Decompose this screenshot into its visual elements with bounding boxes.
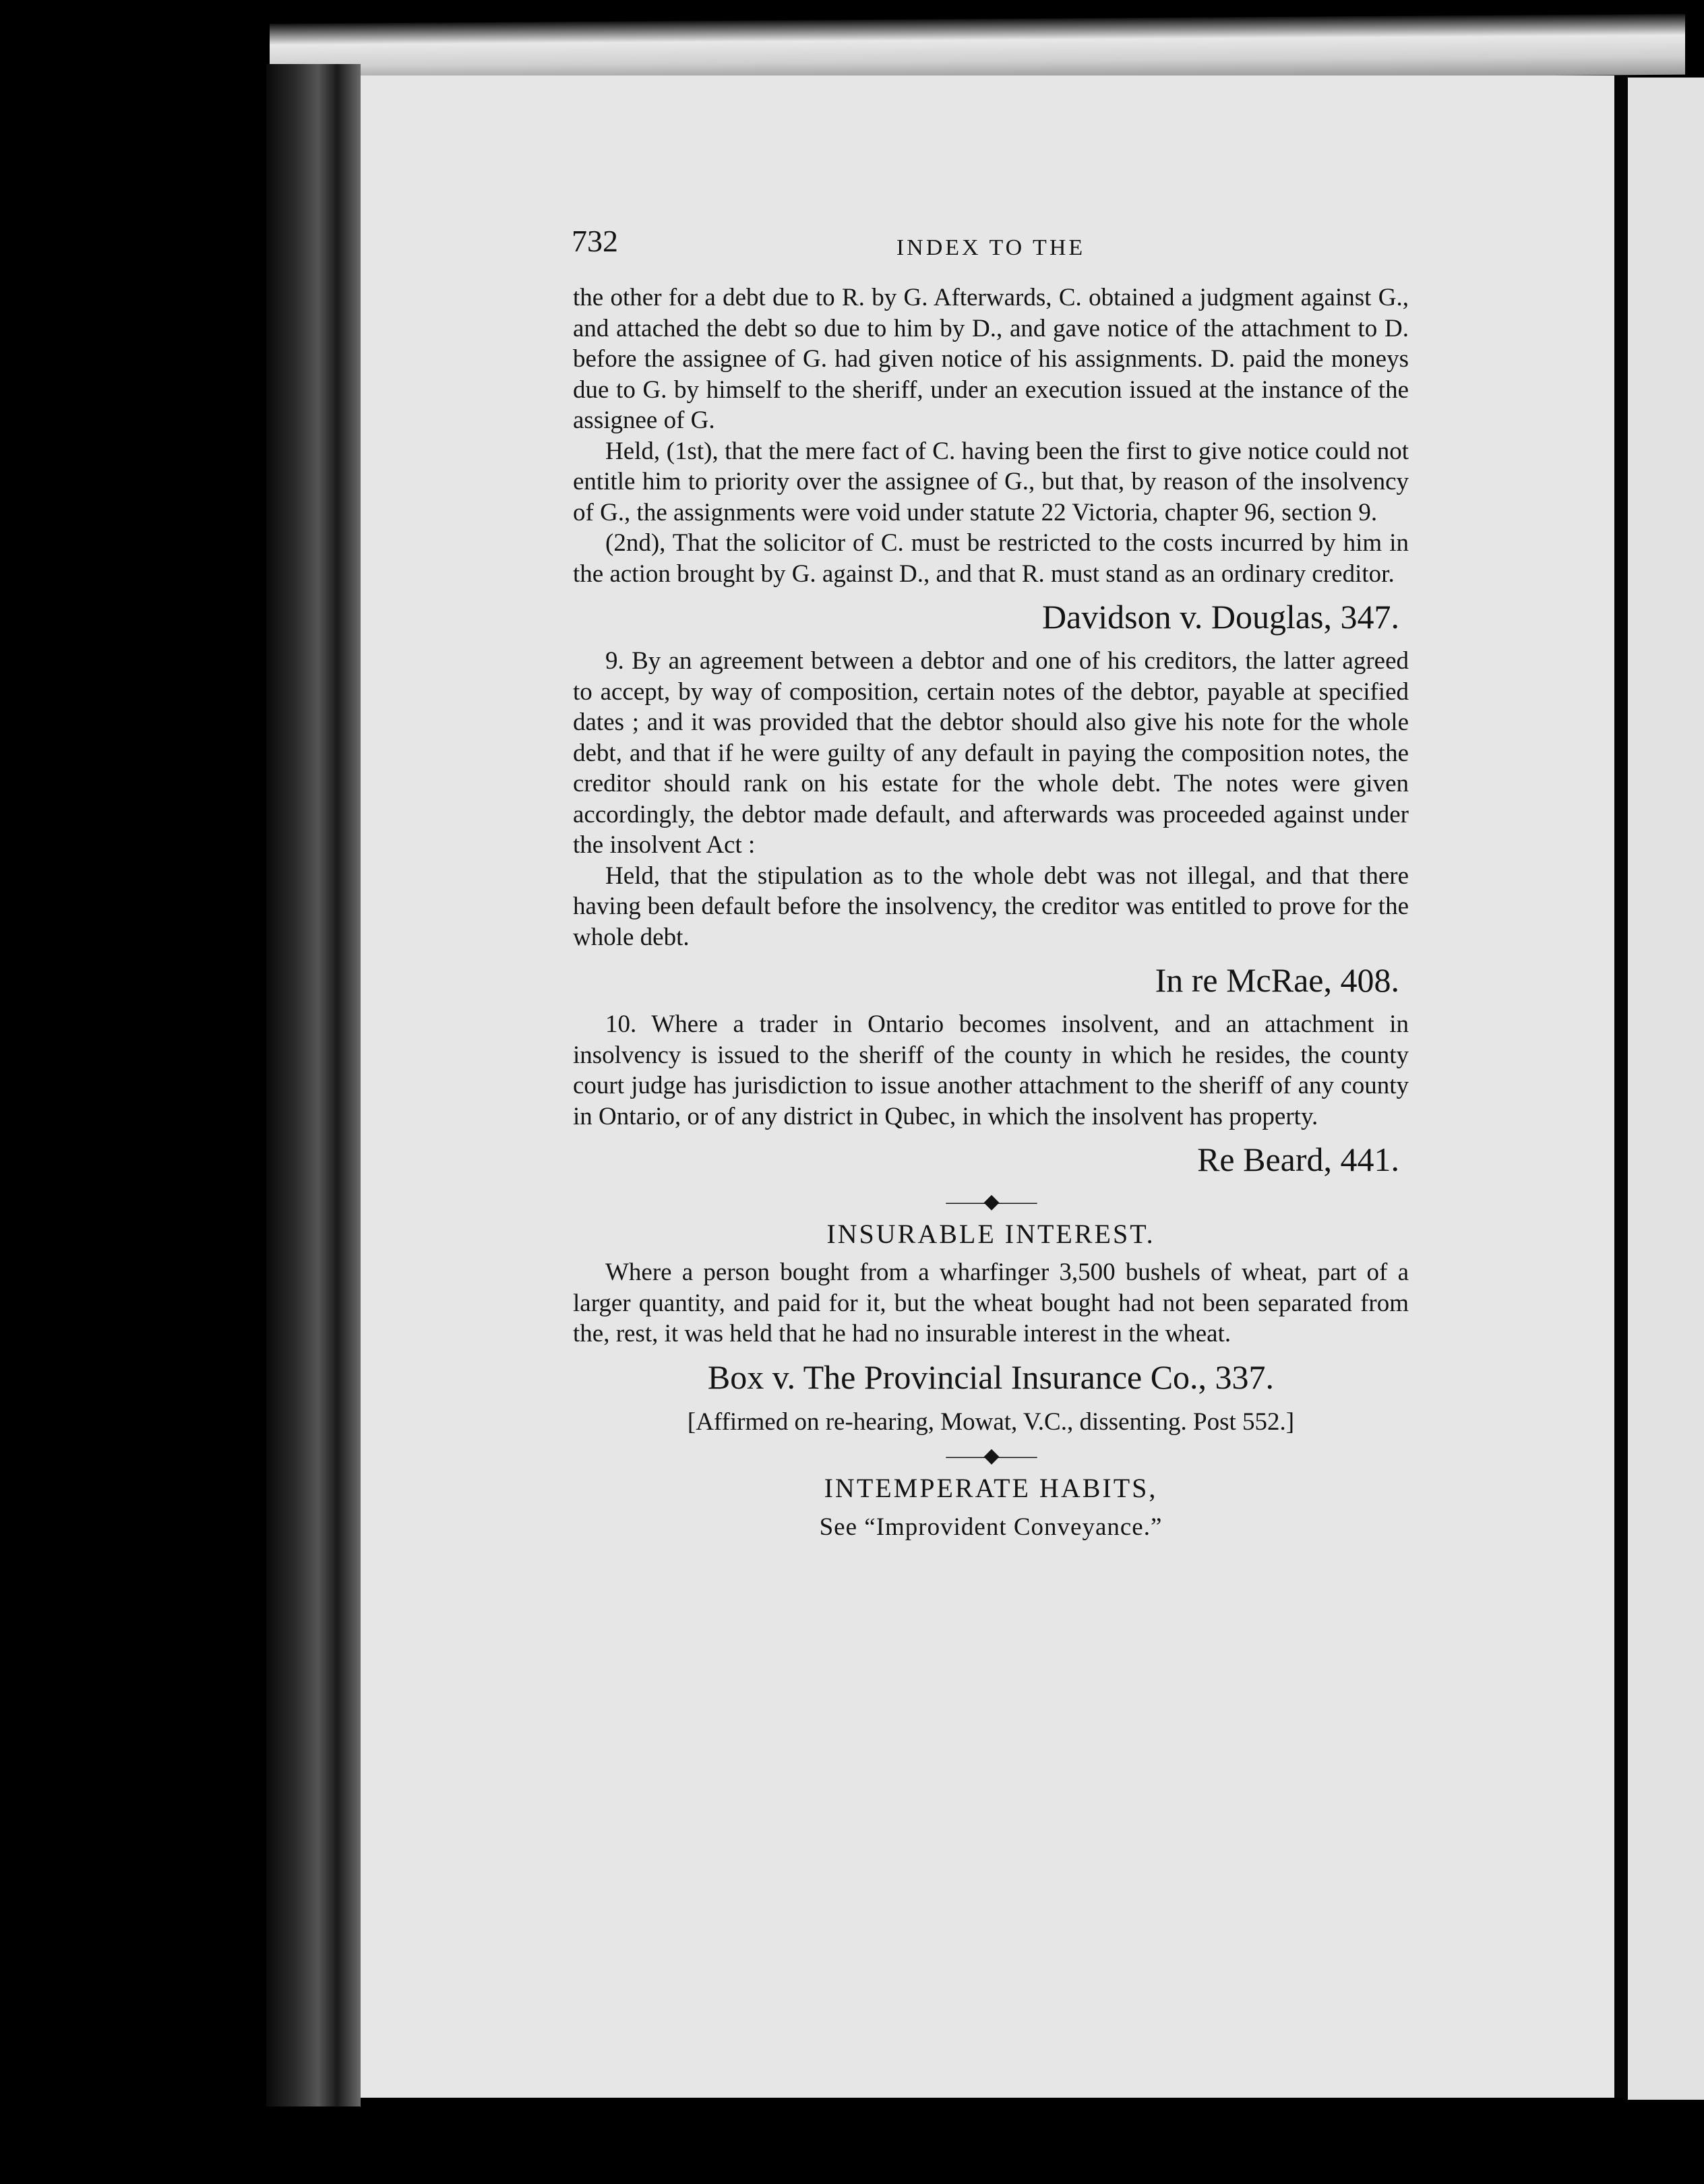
running-head: INDEX TO THE [896, 235, 1086, 260]
paragraph: Where a person bought from a wharfinger 3,500 bushels of wheat, part of a larger quantity, and paid for it, but the wheat bought had not been separated from the, rest, it was held that he had no insurable interest in the wheat. [573, 1258, 1409, 1347]
book-top-edge [270, 14, 1685, 85]
case-citation: Davidson v. Douglas, 347. [1041, 598, 1399, 636]
page-content [573, 226, 1409, 1544]
paragraph: 9. By an agreement between a debtor and one of his creditors, the latter agreed to accept, by way of composition, certain notes of the debtor, payable at specified dates ; and it was provided that the debtor should also give his note for the whole debt, and that if he were guilty of any default in paying the composition notes, the creditor should rank on his estate for the whole debt. The notes were given accordingly, the debtor made default, and afterwards was proceeded against under the insolvent Act : [573, 647, 1409, 859]
case-citation: In re McRae, 408. [1155, 961, 1399, 999]
paragraph: Held, that the stipulation as to the whole debt was not illegal, and that there having been default before the insolvency, the creditor was entitled to prove for the whole debt. [573, 861, 1409, 951]
book-spine [266, 64, 361, 2106]
paragraph: the other for a debt due to R. by G. Afterwards, C. obtained a judgment against G., and attached the debt so due to him by D., and gave notice of the attachment to D. before the assignee of G. had given notice of his assignments. D. paid the moneys due to G. by himself to the sheriff, under an execution issued at the instance of the assignee of G. [573, 284, 1409, 434]
section-divider: ——◆—— [946, 1190, 1036, 1213]
section-divider: ——◆—— [946, 1444, 1036, 1467]
facing-page-edge [1628, 78, 1704, 2100]
section-heading: INSURABLE INTEREST. [826, 1219, 1155, 1249]
page-header [573, 226, 1409, 273]
paragraph: (2nd), That the solicitor of C. must be restricted to the costs incurred by him in the action brought by G. against D., and that R. must stand as an ordinary creditor. [573, 529, 1409, 588]
paragraph: Held, (1st), that the mere fact of C. having been the first to give notice could not entitle him to priority over the assignee of G., but that, by reason of the insolvency of G., the assignments were void under statute 22 Victoria, chapter 96, section 9. [573, 437, 1409, 526]
case-citation: Box v. The Provincial Insurance Co., 337. [707, 1358, 1275, 1396]
citation-note: [Affirmed on re-hearing, Mowat, V.C., dissenting. Post 552.] [687, 1407, 1295, 1436]
page-number: 732 [572, 224, 618, 258]
page-gutter [1614, 75, 1628, 2098]
case-citation: Re Beard, 441. [1197, 1141, 1399, 1178]
paragraph: 10. Where a trader in Ontario becomes insolvent, and an attachment in insolvency is issued to the sheriff of the county in which he resides, the county court judge has jurisdiction to issue another attachment to the sheriff of any county in Ontario, or of any district in Qubec, in which the insolvent has property. [573, 1010, 1409, 1130]
section-heading: INTEMPERATE HABITS, [824, 1472, 1158, 1503]
cross-reference: See “Improvident Conveyance.” [819, 1513, 1163, 1541]
